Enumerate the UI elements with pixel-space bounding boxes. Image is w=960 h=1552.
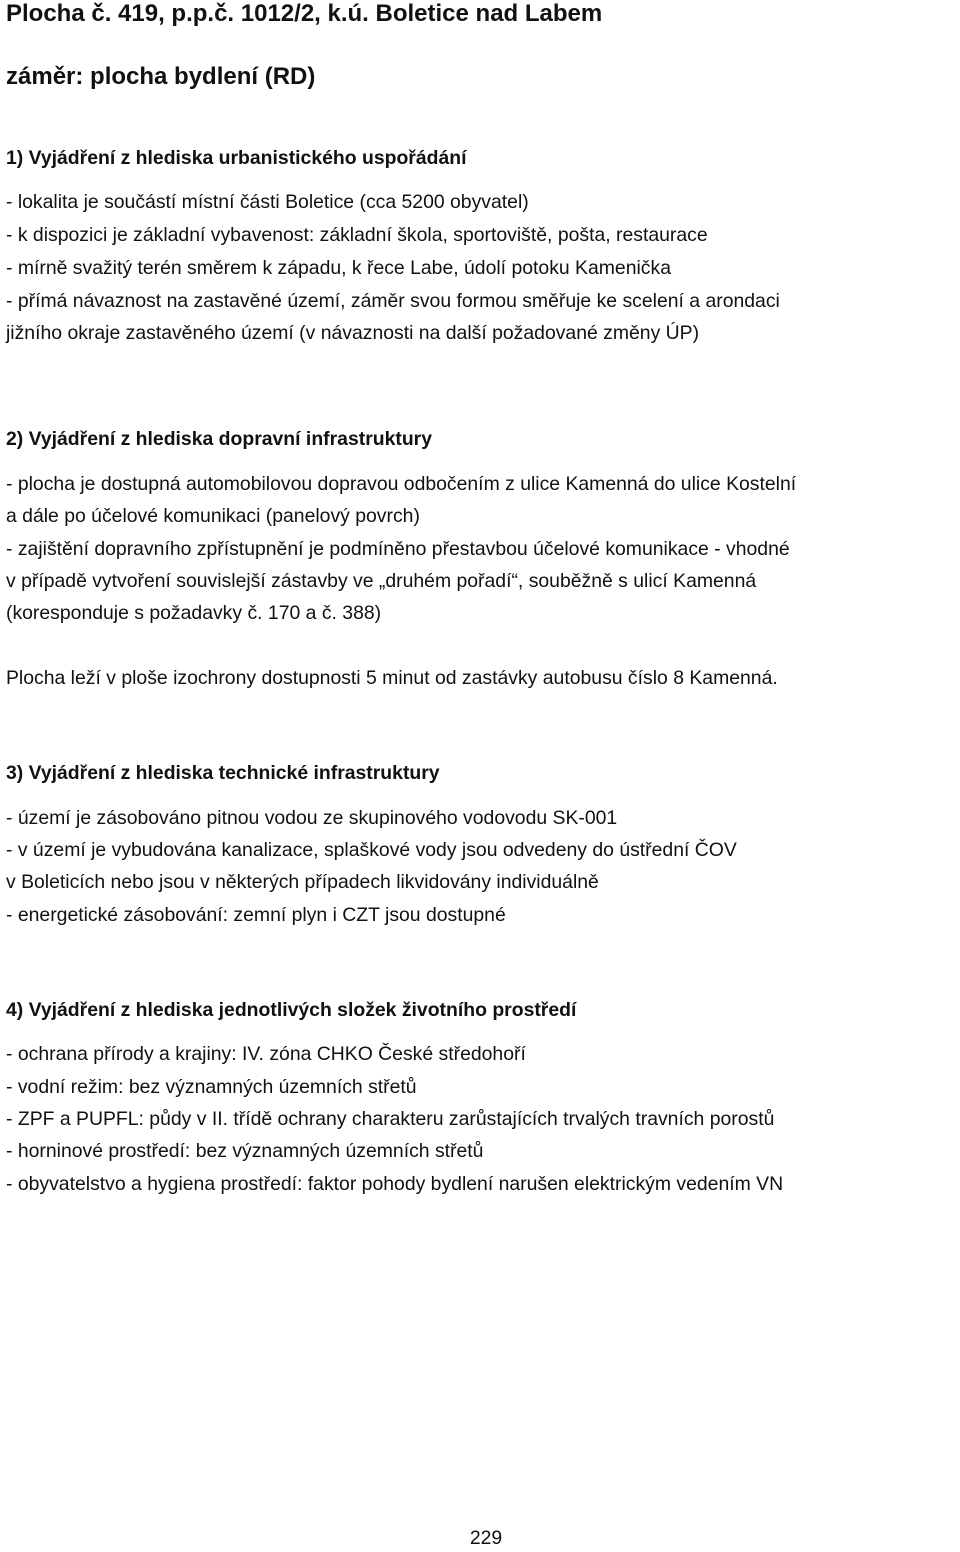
section-1-line: - přímá návaznost na zastavěné území, záměr svou formou směřuje ke scelení a arondaci [6,290,780,312]
document-title: Plocha č. 419, p.p.č. 1012/2, k.ú. Boletice nad Labem [6,0,603,27]
section-3-line: v Boleticích nebo jsou v některých případech likvidovány individuálně [6,871,599,893]
section-2-line: v případě vytvoření souvislejší zástavby ve „druhém pořadí“, souběžně s ulicí Kamenná [6,570,757,592]
section-1-line: jižního okraje zastavěného území (v návaznosti na další požadované změny ÚP) [6,322,700,344]
section-2-note: Plocha leží v ploše izochrony dostupnosti 5 minut od zastávky autobusu číslo 8 Kamenná. [6,667,778,689]
section-4-line: - horninové prostředí: bez významných územních střetů [6,1140,484,1162]
section-2-line: - zajištění dopravního zpřístupnění je podmíněno přestavbou účelové komunikace - vhodné [6,538,790,560]
section-1-line: - lokalita je součástí místní části Boletice (cca 5200 obyvatel) [6,191,529,213]
section-4-line: - vodní režim: bez významných územních střetů [6,1076,417,1098]
document-subtitle: záměr: plocha bydlení (RD) [6,63,316,90]
section-1-line: - mírně svažitý terén směrem k západu, k řece Labe, údolí potoku Kamenička [6,257,671,279]
section-4-line: - obyvatelstvo a hygiena prostředí: faktor pohody bydlení narušen elektrickým vedením VN [6,1173,784,1195]
section-3-line: - energetické zásobování: zemní plyn i CZT jsou dostupné [6,904,506,926]
section-3-heading: 3) Vyjádření z hlediska technické infrastruktury [6,762,440,784]
section-2-line: (koresponduje s požadavky č. 170 a č. 388) [6,602,382,624]
section-4-heading: 4) Vyjádření z hlediska jednotlivých složek životního prostředí [6,999,577,1021]
section-1-heading: 1) Vyjádření z hlediska urbanistického uspořádání [6,147,467,169]
section-2-heading: 2) Vyjádření z hlediska dopravní infrastruktury [6,428,432,450]
page-number: 229 [469,1527,503,1549]
section-3-line: - v území je vybudována kanalizace, splaškové vody jsou odvedeny do ústřední ČOV [6,839,737,861]
section-2-line: - plocha je dostupná automobilovou dopravou odbočením z ulice Kamenná do ulice Kostelní [6,473,797,495]
section-4-line: - ochrana přírody a krajiny: IV. zóna CHKO České středohoří [6,1043,526,1065]
section-1-line: - k dispozici je základní vybavenost: základní škola, sportoviště, pošta, restaurace [6,224,708,246]
section-3-line: - území je zásobováno pitnou vodou ze skupinového vodovodu SK-001 [6,807,618,829]
section-2-line: a dále po účelové komunikaci (panelový povrch) [6,505,420,527]
section-4-line: - ZPF a PUPFL: půdy v II. třídě ochrany charakteru zarůstajících trvalých travních porostů [6,1108,775,1130]
